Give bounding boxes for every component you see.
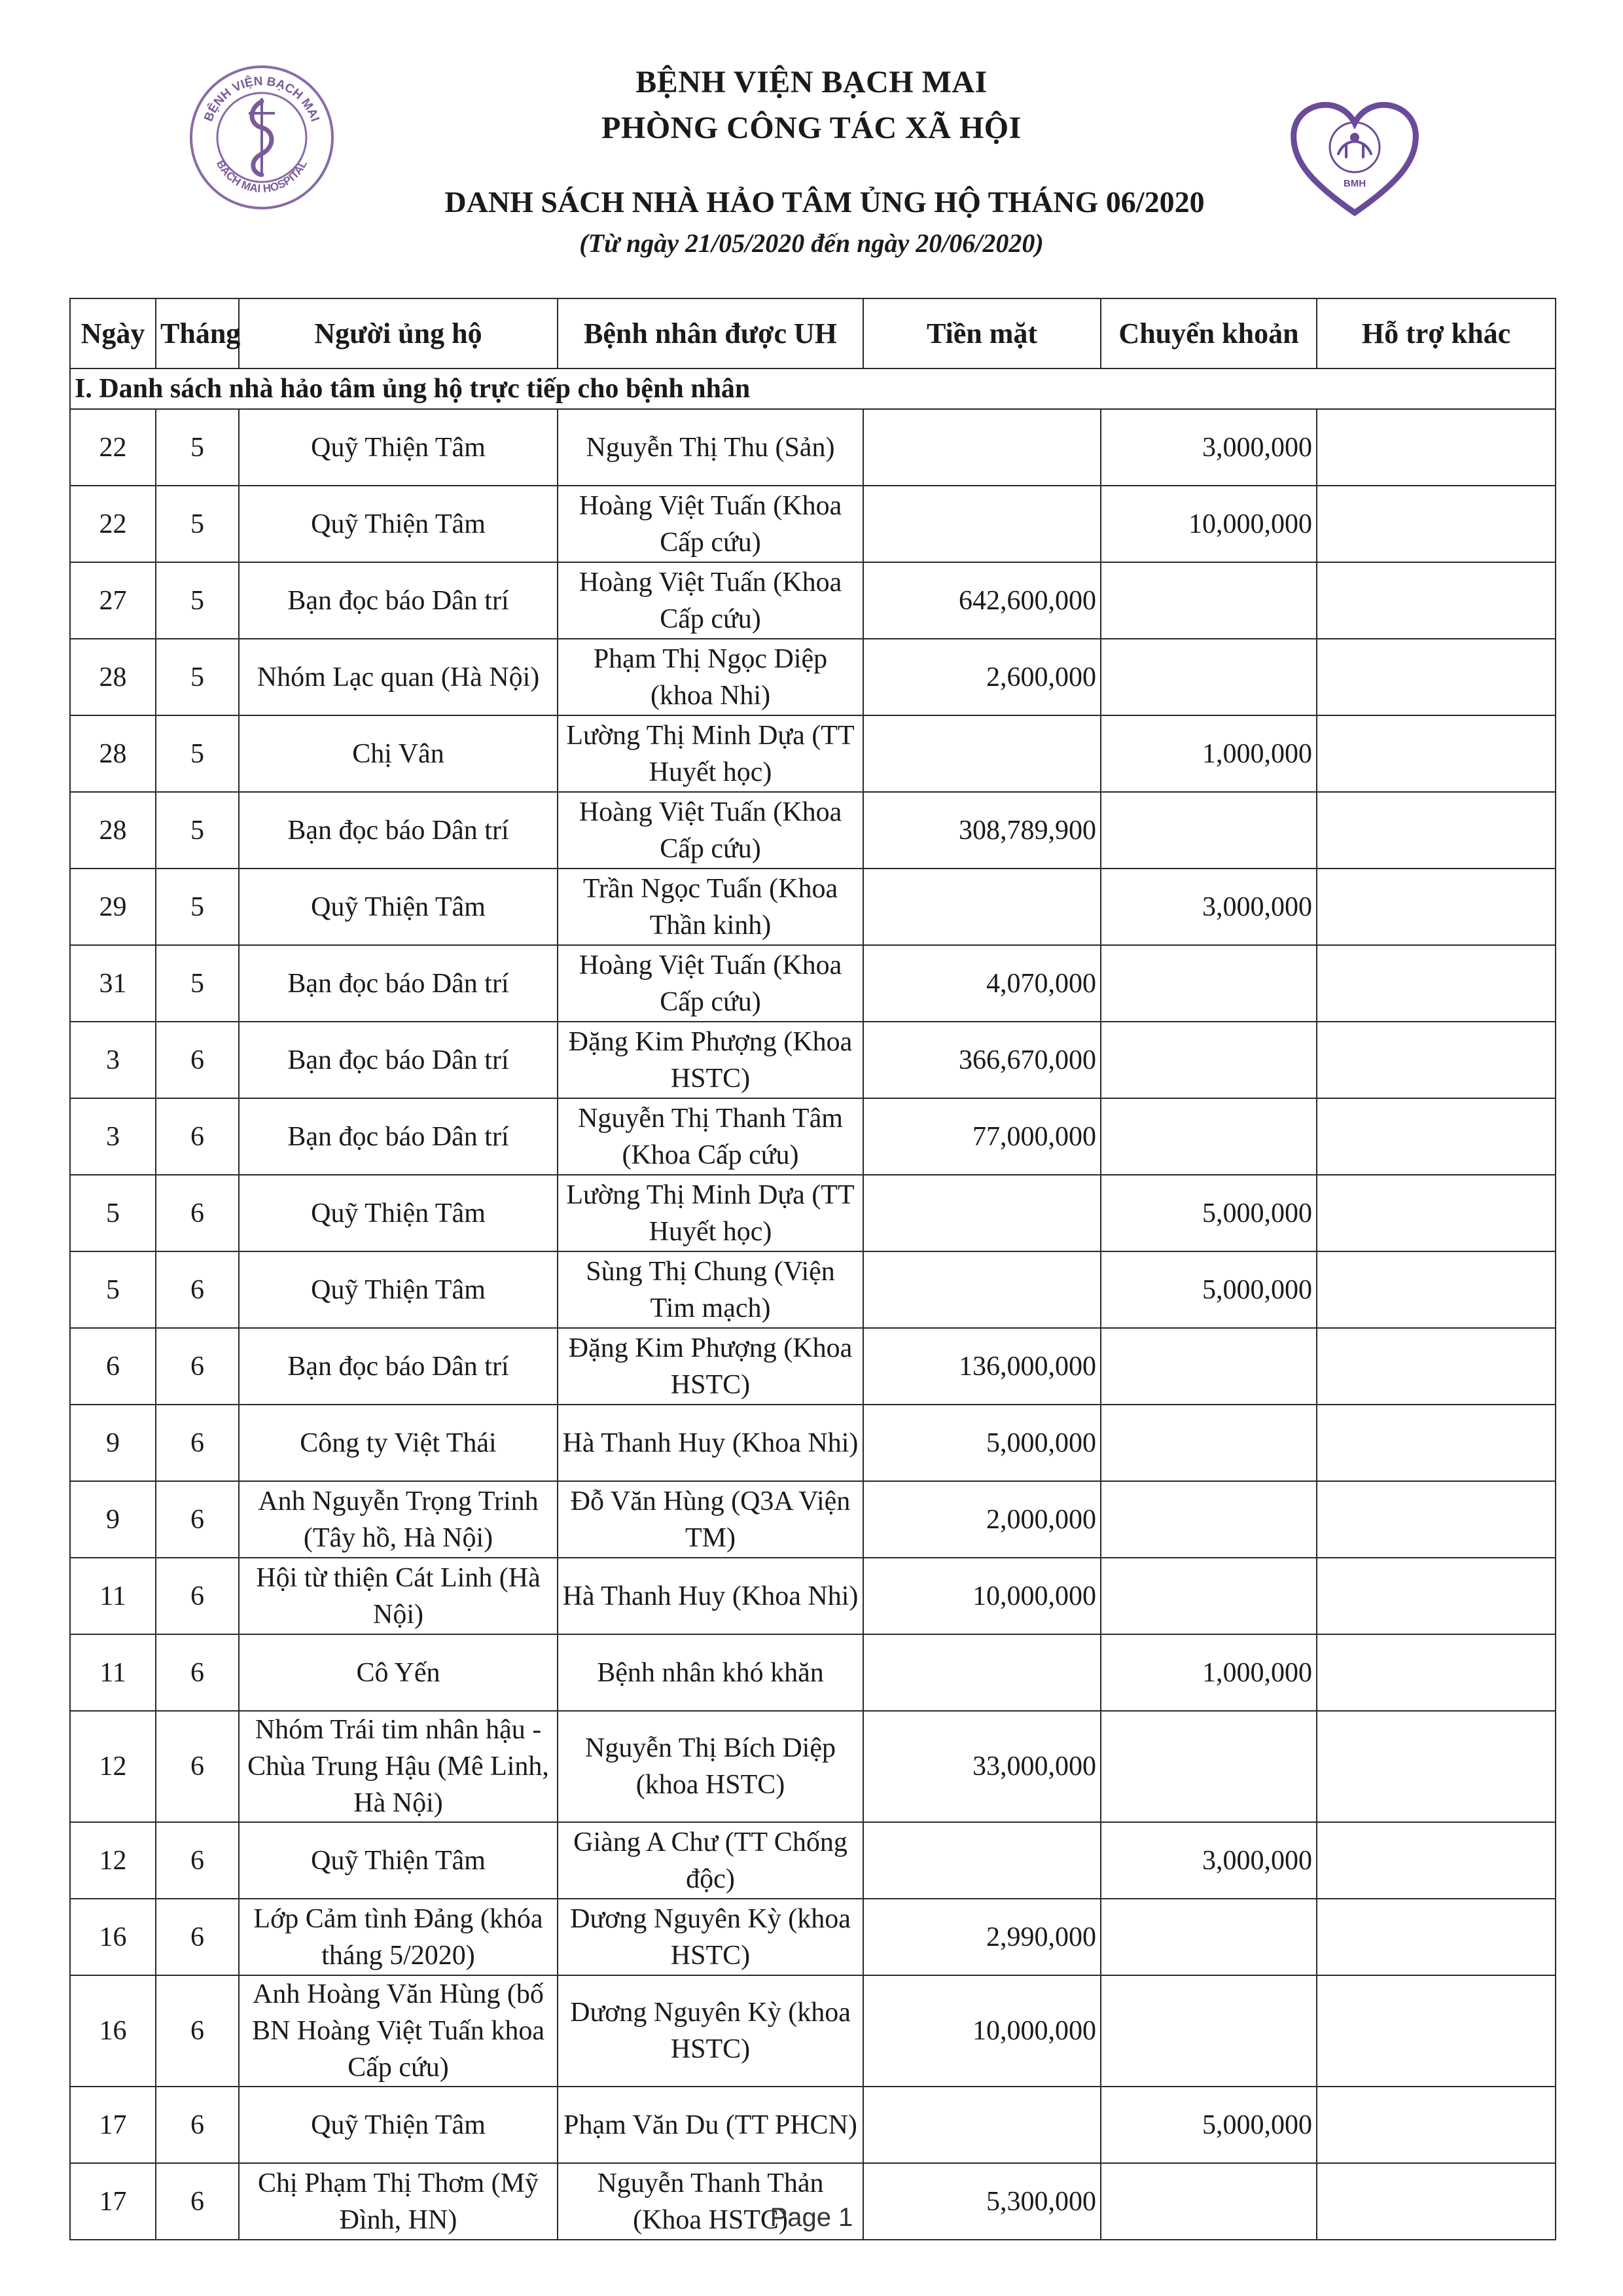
cell-patient: Lường Thị Minh Dựa (TT Huyết học): [558, 715, 863, 792]
cell-cash: [863, 1634, 1101, 1711]
donor-table: [69, 298, 1556, 2240]
cell-cash: 2,000,000: [863, 1481, 1101, 1558]
cell-patient: Hoàng Việt Tuấn (Khoa Cấp cứu): [558, 486, 863, 562]
cell-day: 9: [70, 1481, 156, 1558]
cell-cash: [863, 1822, 1101, 1899]
cell-month: 5: [156, 945, 239, 1022]
cell-cash: [863, 2087, 1101, 2163]
cell-cash: 642,600,000: [863, 562, 1101, 639]
cell-other: [1317, 1175, 1556, 1251]
cell-month: 6: [156, 1405, 239, 1481]
cell-day: 17: [70, 2087, 156, 2163]
cell-month: 6: [156, 1098, 239, 1175]
cell-other: [1317, 792, 1556, 869]
cell-month: 6: [156, 1899, 239, 1975]
cell-patient: Đặng Kim Phượng (Khoa HSTC): [558, 1328, 863, 1405]
cell-transfer: [1101, 1558, 1317, 1634]
cell-transfer: 3,000,000: [1101, 409, 1317, 486]
cell-day: 9: [70, 1405, 156, 1481]
table-row: [70, 792, 1556, 869]
cell-day: 29: [70, 869, 156, 945]
cell-donor: Cô Yến: [239, 1634, 558, 1711]
table-row: [70, 562, 1556, 639]
cell-day: 5: [70, 1251, 156, 1328]
cell-cash: 5,300,000: [863, 2163, 1101, 2240]
svg-text:BỆNH VIỆN BẠCH MAI: BỆNH VIỆN BẠCH MAI: [202, 74, 322, 124]
table-row: [70, 1328, 1556, 1405]
cell-donor: Chị Phạm Thị Thơm (Mỹ Đình, HN): [239, 2163, 558, 2240]
svg-text:BACH MAI HOSPITAL: BACH MAI HOSPITAL: [213, 158, 310, 195]
cell-donor: Lớp Cảm tình Đảng (khóa tháng 5/2020): [239, 1899, 558, 1975]
cell-other: [1317, 1711, 1556, 1822]
section-title: I. Danh sách nhà hảo tâm ủng hộ trực tiếp cho bệnh nhân: [70, 368, 1556, 409]
col-header-other: Hỗ trợ khác: [1317, 298, 1556, 368]
cell-donor: Quỹ Thiện Tâm: [239, 486, 558, 562]
cell-donor: Bạn đọc báo Dân trí: [239, 1098, 558, 1175]
cell-cash: [863, 1251, 1101, 1328]
cell-month: 6: [156, 1558, 239, 1634]
cell-donor: Bạn đọc báo Dân trí: [239, 562, 558, 639]
cell-day: 6: [70, 1328, 156, 1405]
cell-transfer: [1101, 945, 1317, 1022]
cell-patient: Dương Nguyên Kỳ (khoa HSTC): [558, 1975, 863, 2087]
cell-day: 28: [70, 639, 156, 715]
cell-month: 6: [156, 1634, 239, 1711]
table-row: [70, 1251, 1556, 1328]
cell-day: 16: [70, 1975, 156, 2087]
cell-patient: Giàng A Chư (TT Chống độc): [558, 1822, 863, 1899]
cell-month: 6: [156, 1481, 239, 1558]
cell-patient: Nguyễn Thanh Thản (Khoa HSTC): [558, 2163, 863, 2240]
cell-patient: Phạm Văn Du (TT PHCN): [558, 2087, 863, 2163]
cell-donor: Công ty Việt Thái: [239, 1405, 558, 1481]
cell-patient: Lường Thị Minh Dựa (TT Huyết học): [558, 1175, 863, 1251]
table-row: [70, 1975, 1556, 2087]
cell-transfer: [1101, 1328, 1317, 1405]
cell-day: 17: [70, 2163, 156, 2240]
table-row: [70, 1405, 1556, 1481]
cell-cash: 10,000,000: [863, 1558, 1101, 1634]
cell-donor: Bạn đọc báo Dân trí: [239, 792, 558, 869]
cell-donor: Bạn đọc báo Dân trí: [239, 945, 558, 1022]
cell-transfer: [1101, 1405, 1317, 1481]
cell-other: [1317, 639, 1556, 715]
cell-cash: 77,000,000: [863, 1098, 1101, 1175]
cell-transfer: [1101, 1022, 1317, 1098]
cell-transfer: 10,000,000: [1101, 486, 1317, 562]
cell-patient: Hoàng Việt Tuấn (Khoa Cấp cứu): [558, 945, 863, 1022]
cell-other: [1317, 1251, 1556, 1328]
cell-month: 6: [156, 2087, 239, 2163]
table-row: [70, 1558, 1556, 1634]
cell-transfer: [1101, 792, 1317, 869]
cell-transfer: 5,000,000: [1101, 2087, 1317, 2163]
col-header-transfer: Chuyển khoản: [1101, 298, 1317, 368]
cell-day: 27: [70, 562, 156, 639]
cell-day: 11: [70, 1634, 156, 1711]
cell-day: 16: [70, 1899, 156, 1975]
table-row: [70, 1711, 1556, 1822]
cell-cash: 366,670,000: [863, 1022, 1101, 1098]
table-row: [70, 715, 1556, 792]
cell-month: 5: [156, 562, 239, 639]
cell-other: [1317, 1975, 1556, 2087]
cell-transfer: [1101, 562, 1317, 639]
cell-transfer: [1101, 1975, 1317, 2087]
cell-cash: 308,789,900: [863, 792, 1101, 869]
cell-patient: Đỗ Văn Hùng (Q3A Viện TM): [558, 1481, 863, 1558]
svg-text:BMH: BMH: [1343, 178, 1366, 189]
cell-month: 6: [156, 2163, 239, 2240]
cell-cash: 5,000,000: [863, 1405, 1101, 1481]
cell-transfer: [1101, 1899, 1317, 1975]
cell-month: 6: [156, 1975, 239, 2087]
cell-transfer: 1,000,000: [1101, 715, 1317, 792]
cell-patient: Phạm Thị Ngọc Diệp (khoa Nhi): [558, 639, 863, 715]
cell-patient: Nguyễn Thị Thanh Tâm (Khoa Cấp cứu): [558, 1098, 863, 1175]
cell-patient: Sùng Thị Chung (Viện Tim mạch): [558, 1251, 863, 1328]
cell-day: 22: [70, 409, 156, 486]
table-row: [70, 1098, 1556, 1175]
cell-patient: Hoàng Việt Tuấn (Khoa Cấp cứu): [558, 562, 863, 639]
cell-transfer: [1101, 1711, 1317, 1822]
cell-donor: Bạn đọc báo Dân trí: [239, 1328, 558, 1405]
cell-donor: Hội từ thiện Cát Linh (Hà Nội): [239, 1558, 558, 1634]
cell-transfer: [1101, 1098, 1317, 1175]
col-header-donor: Người ủng hộ: [239, 298, 558, 368]
cell-day: 3: [70, 1098, 156, 1175]
table-row: [70, 1899, 1556, 1975]
cell-other: [1317, 1098, 1556, 1175]
cell-cash: 4,070,000: [863, 945, 1101, 1022]
table-row: [70, 639, 1556, 715]
cell-other: [1317, 409, 1556, 486]
cell-other: [1317, 1022, 1556, 1098]
cell-cash: 136,000,000: [863, 1328, 1101, 1405]
cell-day: 28: [70, 792, 156, 869]
cell-month: 5: [156, 409, 239, 486]
cell-transfer: 5,000,000: [1101, 1175, 1317, 1251]
cell-donor: Anh Hoàng Văn Hùng (bố BN Hoàng Việt Tuấn khoa Cấp cứu): [239, 1975, 558, 2087]
cell-patient: Đặng Kim Phượng (Khoa HSTC): [558, 1022, 863, 1098]
cell-transfer: [1101, 639, 1317, 715]
cell-patient: Dương Nguyên Kỳ (khoa HSTC): [558, 1899, 863, 1975]
cell-donor: Nhóm Lạc quan (Hà Nội): [239, 639, 558, 715]
cell-month: 6: [156, 1328, 239, 1405]
cell-transfer: 3,000,000: [1101, 1822, 1317, 1899]
cell-month: 6: [156, 1175, 239, 1251]
cell-other: [1317, 945, 1556, 1022]
cell-other: [1317, 1328, 1556, 1405]
col-header-month: Tháng: [156, 298, 239, 368]
cell-donor: Quỹ Thiện Tâm: [239, 1822, 558, 1899]
cell-cash: [863, 715, 1101, 792]
cell-cash: 2,600,000: [863, 639, 1101, 715]
cell-day: 22: [70, 486, 156, 562]
cell-cash: [863, 409, 1101, 486]
table-row: [70, 1634, 1556, 1711]
cell-cash: 33,000,000: [863, 1711, 1101, 1822]
cell-other: [1317, 562, 1556, 639]
cell-patient: Bệnh nhân khó khăn: [558, 1634, 863, 1711]
cell-other: [1317, 1899, 1556, 1975]
cell-patient: Nguyễn Thị Thu (Sản): [558, 409, 863, 486]
page-number: Page 1: [770, 2203, 853, 2232]
cell-transfer: 3,000,000: [1101, 869, 1317, 945]
cell-other: [1317, 1558, 1556, 1634]
cell-month: 6: [156, 1022, 239, 1098]
cell-donor: Quỹ Thiện Tâm: [239, 1175, 558, 1251]
table-row: [70, 1022, 1556, 1098]
section-row: [70, 368, 1556, 409]
table-row: [70, 486, 1556, 562]
cell-month: 5: [156, 486, 239, 562]
table-row: [70, 1822, 1556, 1899]
cell-donor: Quỹ Thiện Tâm: [239, 869, 558, 945]
cell-cash: 2,990,000: [863, 1899, 1101, 1975]
cell-day: 12: [70, 1711, 156, 1822]
cell-donor: Quỹ Thiện Tâm: [239, 409, 558, 486]
cell-other: [1317, 715, 1556, 792]
cell-other: [1317, 2087, 1556, 2163]
cell-day: 31: [70, 945, 156, 1022]
cell-month: 5: [156, 639, 239, 715]
cell-other: [1317, 1634, 1556, 1711]
date-range-subtitle: (Từ ngày 21/05/2020 đến ngày 20/06/2020): [579, 228, 1044, 258]
cell-patient: Trần Ngọc Tuấn (Khoa Thần kinh): [558, 869, 863, 945]
table-row: [70, 409, 1556, 486]
col-header-patient: Bệnh nhân được UH: [558, 298, 863, 368]
cell-patient: Hoàng Việt Tuấn (Khoa Cấp cứu): [558, 792, 863, 869]
cell-cash: [863, 486, 1101, 562]
cell-other: [1317, 869, 1556, 945]
cell-month: 6: [156, 1711, 239, 1822]
cell-day: 12: [70, 1822, 156, 1899]
cell-day: 28: [70, 715, 156, 792]
cell-month: 5: [156, 792, 239, 869]
hospital-name: BỆNH VIỆN BẠCH MAI: [635, 65, 988, 99]
cell-cash: [863, 869, 1101, 945]
cell-other: [1317, 486, 1556, 562]
cell-donor: Quỹ Thiện Tâm: [239, 1251, 558, 1328]
cell-patient: Hà Thanh Huy (Khoa Nhi): [558, 1405, 863, 1481]
cell-day: 11: [70, 1558, 156, 1634]
table-row: [70, 945, 1556, 1022]
cell-month: 6: [156, 1251, 239, 1328]
table-row: [70, 1175, 1556, 1251]
cell-donor: Chị Vân: [239, 715, 558, 792]
cell-month: 6: [156, 1822, 239, 1899]
cell-day: 5: [70, 1175, 156, 1251]
cell-day: 3: [70, 1022, 156, 1098]
col-header-cash: Tiền mặt: [863, 298, 1101, 368]
document-title: DANH SÁCH NHÀ HẢO TÂM ỦNG HỘ THÁNG 06/2020: [444, 185, 1205, 219]
cell-cash: 10,000,000: [863, 1975, 1101, 2087]
table-row: [70, 1481, 1556, 1558]
cell-other: [1317, 1481, 1556, 1558]
cell-transfer: 5,000,000: [1101, 1251, 1317, 1328]
cell-month: 5: [156, 869, 239, 945]
table-row: [70, 869, 1556, 945]
cell-transfer: [1101, 1481, 1317, 1558]
cell-transfer: 1,000,000: [1101, 1634, 1317, 1711]
cell-other: [1317, 1822, 1556, 1899]
department-name: PHÒNG CÔNG TÁC XÃ HỘI: [601, 111, 1022, 145]
cell-patient: Hà Thanh Huy (Khoa Nhi): [558, 1558, 863, 1634]
cell-cash: [863, 1175, 1101, 1251]
table-row: [70, 2087, 1556, 2163]
cell-patient: Nguyễn Thị Bích Diệp (khoa HSTC): [558, 1711, 863, 1822]
col-header-day: Ngày: [70, 298, 156, 368]
cell-donor: Anh Nguyễn Trọng Trinh (Tây hồ, Hà Nội): [239, 1481, 558, 1558]
cell-donor: Quỹ Thiện Tâm: [239, 2087, 558, 2163]
cell-month: 5: [156, 715, 239, 792]
table-header-row: [70, 298, 1556, 368]
cell-donor: Bạn đọc báo Dân trí: [239, 1022, 558, 1098]
cell-donor: Nhóm Trái tim nhân hậu - Chùa Trung Hậu (Mê Linh, Hà Nội): [239, 1711, 558, 1822]
cell-other: [1317, 1405, 1556, 1481]
